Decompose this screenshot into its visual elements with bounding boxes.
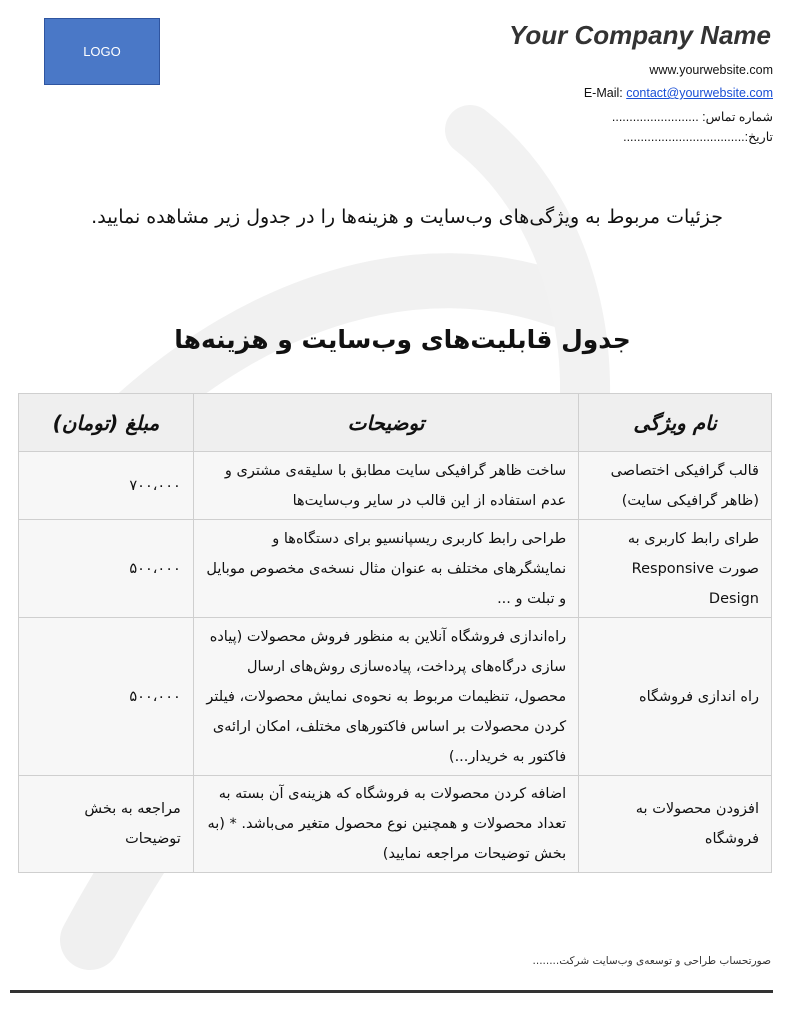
email-line [584, 86, 773, 100]
table-header-row [19, 394, 772, 452]
description-cell: اضافه کردن محصولات به فروشگاه که هزینه‌ی آن بسته به تعداد محصولات و همچنین نوع محصول متغیر می‌باشد. * (به بخش توضیحات مراجعه نمایید) [193, 776, 578, 873]
price-cell: مراجعه به بخش توضیحات [19, 776, 194, 873]
email-link[interactable]: contact@yourwebsite.com [626, 86, 773, 100]
feature-cell: افزودن محصولات به فروشگاه [579, 776, 772, 873]
phone-line: شماره تماس: ......................... [611, 110, 773, 124]
description-cell: طراحی رابط کاربری ریسپانسیو برای دستگاه‌ها و نمایشگرهای مختلف به عنوان مثال نسخه‌ی مخصوص موبایل و تبلت و ... [193, 520, 578, 618]
header-feature: نام ویژگی [579, 394, 772, 452]
header-description: توضیحات [193, 394, 578, 452]
description-cell: ساخت ظاهر گرافیکی سایت مطابق با سلیقه‌ی مشتری و عدم استفاده از این قالب در سایر وب‌سایت‌ها [193, 452, 578, 520]
footer-divider [10, 990, 773, 993]
price-cell: ۵۰۰،۰۰۰ [19, 520, 194, 618]
company-name: Your Company Name [509, 20, 771, 50]
price-cell: ۵۰۰،۰۰۰ [19, 618, 194, 776]
feature-cell: قالب گرافیکی اختصاصی (ظاهر گرافیکی سایت) [579, 452, 772, 520]
footer-note: صورتحساب طراحی و توسعه‌ی وب‌سایت شرکت........ [532, 955, 771, 967]
price-cell: ۷۰۰،۰۰۰ [19, 452, 194, 520]
date-line: تاریخ:................................... [623, 130, 773, 144]
table-row [19, 618, 772, 776]
cost-table [18, 393, 772, 873]
table-row [19, 776, 772, 873]
description-cell: راه‌اندازی فروشگاه آنلاین به منظور فروش محصولات (پیاده سازی درگاه‌های پرداخت، پیاده‌سازی روش‌های ارسال محصول، تنظیمات مربوط به نحوه‌ی نمایش محصولات، فیلتر کردن محصولات بر اساس فاکتورهای مختلف، امکان ارائه‌ی فاکتور به خریدار...) [193, 618, 578, 776]
table-row [19, 520, 772, 618]
table-row [19, 452, 772, 520]
intro-text: جزئیات مربوط به ویژگی‌های وب‌سایت و هزینه‌ها را در جدول زیر مشاهده نمایید. [91, 206, 723, 228]
feature-cell: طرای رابط کاربری به صورت Responsive Design [579, 520, 772, 618]
feature-cell: راه اندازی فروشگاه [579, 618, 772, 776]
website-url[interactable]: www.yourwebsite.com [649, 63, 773, 77]
company-logo: LOGO [44, 18, 160, 85]
email-label: E-Mail: [583, 86, 623, 100]
header-price: مبلغ (تومان) [19, 394, 194, 452]
table-title: جدول قابلیت‌های وب‌سایت و هزینه‌ها [174, 325, 631, 354]
